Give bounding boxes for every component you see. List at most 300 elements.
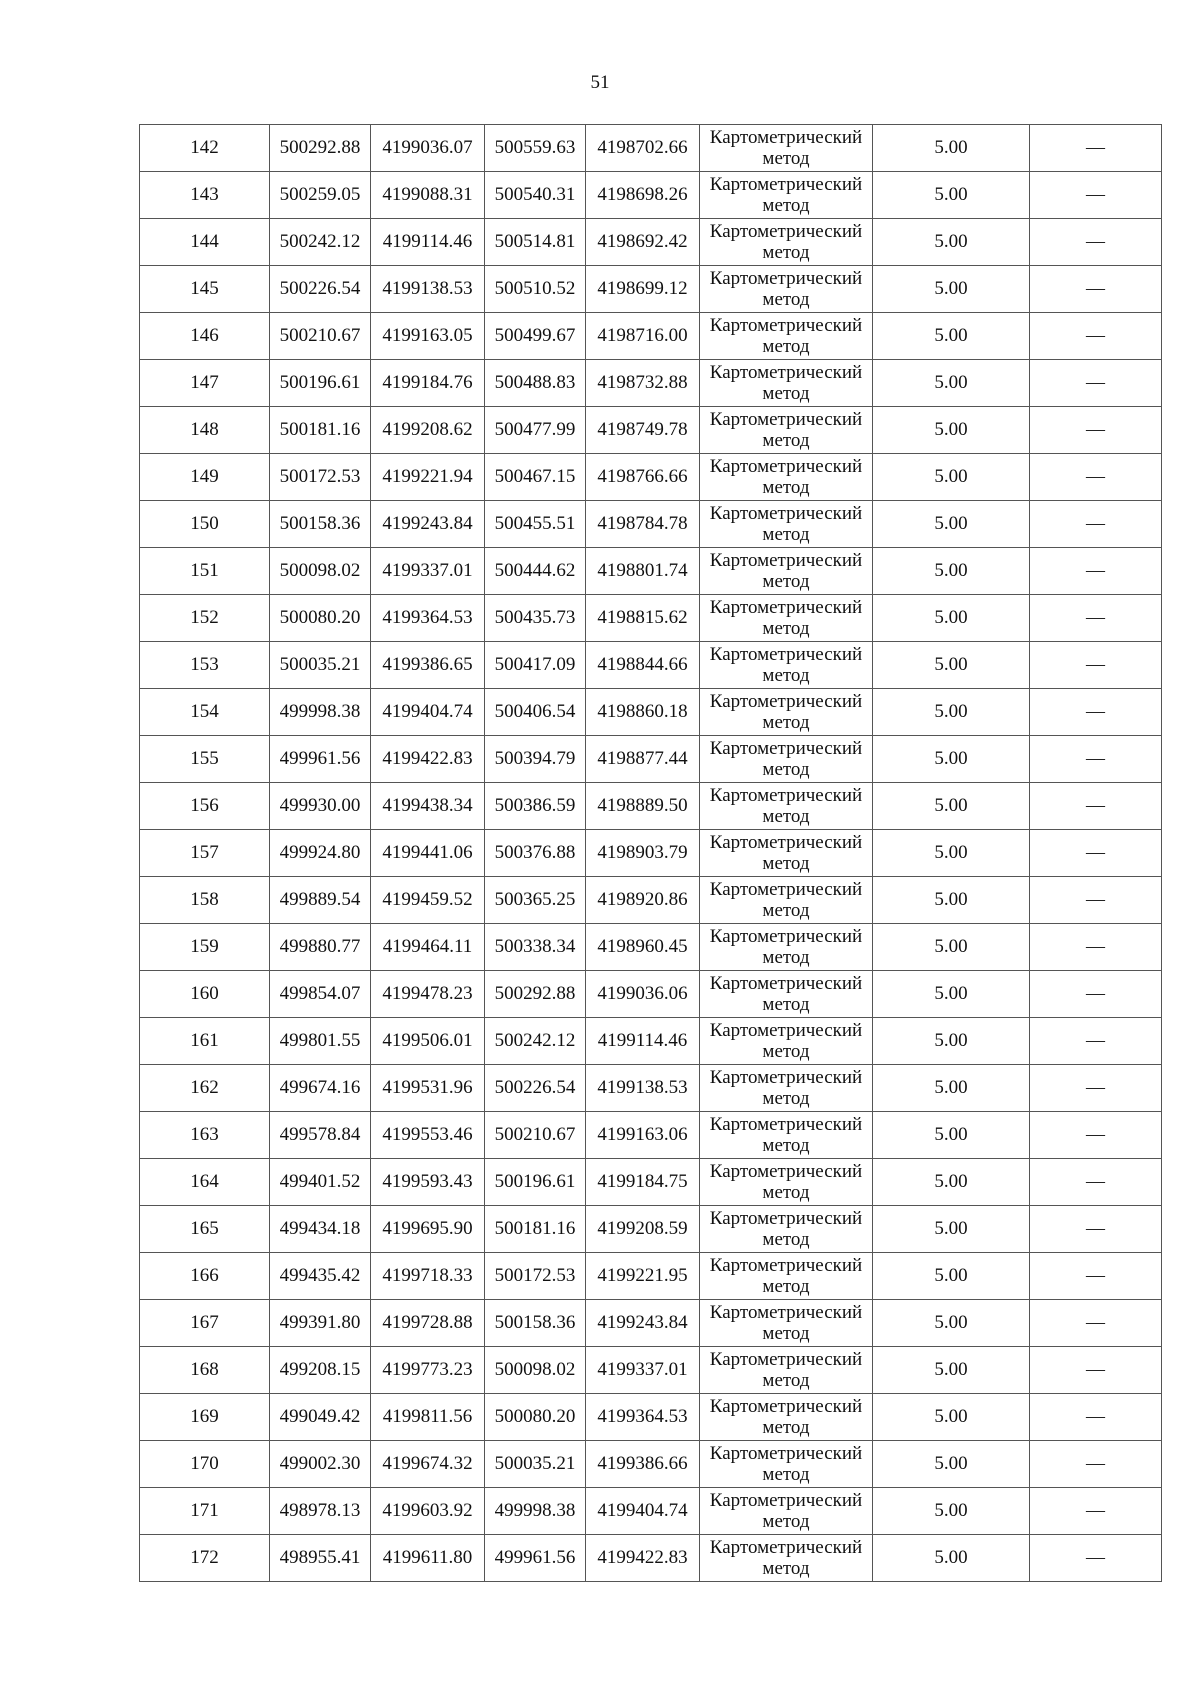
method-line-2: метод [762,712,810,733]
accuracy-cell: 5.00 [873,1394,1030,1441]
method-line-1: Картометрический [709,1443,863,1464]
method-line-2: метод [762,618,810,639]
accuracy-cell: 5.00 [873,125,1030,172]
x2-cell: 500242.12 [485,1018,586,1065]
x1-cell: 499889.54 [270,877,371,924]
method-line-2: метод [762,994,810,1015]
method-line-1: Картометрический [709,832,863,853]
y2-cell: 4199036.06 [586,971,700,1018]
table-row [140,924,1162,971]
x2-cell: 500210.67 [485,1112,586,1159]
table-row [140,830,1162,877]
coordinates-table [139,124,1162,1582]
table-row [140,689,1162,736]
note-cell: — [1030,1535,1162,1582]
table-row [140,1253,1162,1300]
note-cell: — [1030,642,1162,689]
accuracy-cell: 5.00 [873,501,1030,548]
table-row [140,219,1162,266]
x2-cell: 500080.20 [485,1394,586,1441]
y1-cell: 4199674.32 [371,1441,485,1488]
table-row [140,1347,1162,1394]
x2-cell: 500488.83 [485,360,586,407]
point-number-cell: 156 [140,783,270,830]
accuracy-cell: 5.00 [873,830,1030,877]
y1-cell: 4199478.23 [371,971,485,1018]
y2-cell: 4199138.53 [586,1065,700,1112]
accuracy-cell: 5.00 [873,1535,1030,1582]
method-cell [700,1018,873,1065]
table-row [140,360,1162,407]
y1-cell: 4199114.46 [371,219,485,266]
y2-cell: 4198784.78 [586,501,700,548]
table-row [140,1018,1162,1065]
method-cell [700,407,873,454]
method-line-2: метод [762,900,810,921]
point-number-cell: 164 [140,1159,270,1206]
x2-cell: 500035.21 [485,1441,586,1488]
x1-cell: 499998.38 [270,689,371,736]
table-row [140,266,1162,313]
table-row [140,1065,1162,1112]
table-row [140,1441,1162,1488]
method-line-1: Картометрический [709,597,863,618]
point-number-cell: 155 [140,736,270,783]
accuracy-cell: 5.00 [873,1253,1030,1300]
x1-cell: 500035.21 [270,642,371,689]
method-line-1: Картометрический [709,127,863,148]
method-cell [700,125,873,172]
point-number-cell: 150 [140,501,270,548]
table-body [140,125,1162,1582]
x2-cell: 500455.51 [485,501,586,548]
note-cell: — [1030,1441,1162,1488]
note-cell: — [1030,454,1162,501]
accuracy-cell: 5.00 [873,1347,1030,1394]
method-line-2: метод [762,947,810,968]
accuracy-cell: 5.00 [873,924,1030,971]
x1-cell: 499401.52 [270,1159,371,1206]
y2-cell: 4198702.66 [586,125,700,172]
note-cell: — [1030,172,1162,219]
note-cell: — [1030,1347,1162,1394]
method-cell [700,266,873,313]
method-line-2: метод [762,195,810,216]
table-row [140,1488,1162,1535]
method-cell [700,1535,873,1582]
accuracy-cell: 5.00 [873,360,1030,407]
x1-cell: 499880.77 [270,924,371,971]
method-line-2: метод [762,430,810,451]
y1-cell: 4199438.34 [371,783,485,830]
y1-cell: 4199506.01 [371,1018,485,1065]
method-line-2: метод [762,289,810,310]
x2-cell: 500417.09 [485,642,586,689]
note-cell: — [1030,595,1162,642]
y2-cell: 4198860.18 [586,689,700,736]
y1-cell: 4199422.83 [371,736,485,783]
point-number-cell: 171 [140,1488,270,1535]
table-row [140,1159,1162,1206]
method-line-1: Картометрический [709,1020,863,1041]
accuracy-cell: 5.00 [873,1206,1030,1253]
table-row [140,1394,1162,1441]
point-number-cell: 159 [140,924,270,971]
point-number-cell: 153 [140,642,270,689]
method-line-2: метод [762,1511,810,1532]
note-cell: — [1030,360,1162,407]
point-number-cell: 167 [140,1300,270,1347]
y2-cell: 4198815.62 [586,595,700,642]
method-cell [700,454,873,501]
note-cell: — [1030,219,1162,266]
accuracy-cell: 5.00 [873,172,1030,219]
x1-cell: 500210.67 [270,313,371,360]
accuracy-cell: 5.00 [873,595,1030,642]
note-cell: — [1030,1018,1162,1065]
accuracy-cell: 5.00 [873,971,1030,1018]
y1-cell: 4199811.56 [371,1394,485,1441]
x2-cell: 500394.79 [485,736,586,783]
note-cell: — [1030,501,1162,548]
method-line-1: Картометрический [709,456,863,477]
accuracy-cell: 5.00 [873,219,1030,266]
y1-cell: 4199464.11 [371,924,485,971]
x2-cell: 500196.61 [485,1159,586,1206]
accuracy-cell: 5.00 [873,1300,1030,1347]
y2-cell: 4198749.78 [586,407,700,454]
y2-cell: 4199208.59 [586,1206,700,1253]
method-line-2: метод [762,1135,810,1156]
x2-cell: 500510.52 [485,266,586,313]
note-cell: — [1030,877,1162,924]
method-cell [700,1065,873,1112]
table-row [140,454,1162,501]
y2-cell: 4198801.74 [586,548,700,595]
method-cell [700,501,873,548]
y2-cell: 4198920.86 [586,877,700,924]
method-cell [700,1347,873,1394]
method-cell [700,1488,873,1535]
method-cell [700,971,873,1018]
y2-cell: 4198960.45 [586,924,700,971]
point-number-cell: 169 [140,1394,270,1441]
table-row [140,1300,1162,1347]
method-cell [700,924,873,971]
method-line-1: Картометрический [709,409,863,430]
x1-cell: 499434.18 [270,1206,371,1253]
x1-cell: 500172.53 [270,454,371,501]
x1-cell: 499674.16 [270,1065,371,1112]
y2-cell: 4198698.26 [586,172,700,219]
note-cell: — [1030,1488,1162,1535]
x2-cell: 500386.59 [485,783,586,830]
method-cell [700,1441,873,1488]
point-number-cell: 161 [140,1018,270,1065]
method-line-1: Картометрический [709,879,863,900]
note-cell: — [1030,407,1162,454]
method-line-1: Картометрический [709,785,863,806]
y1-cell: 4199243.84 [371,501,485,548]
point-number-cell: 172 [140,1535,270,1582]
method-line-1: Картометрический [709,362,863,383]
x2-cell: 500226.54 [485,1065,586,1112]
method-line-2: метод [762,1276,810,1297]
method-line-1: Картометрический [709,691,863,712]
x1-cell: 499578.84 [270,1112,371,1159]
method-line-1: Картометрический [709,1537,863,1558]
point-number-cell: 148 [140,407,270,454]
y1-cell: 4199208.62 [371,407,485,454]
point-number-cell: 154 [140,689,270,736]
method-line-2: метод [762,853,810,874]
accuracy-cell: 5.00 [873,736,1030,783]
accuracy-cell: 5.00 [873,1018,1030,1065]
y1-cell: 4199138.53 [371,266,485,313]
y1-cell: 4199593.43 [371,1159,485,1206]
note-cell: — [1030,1065,1162,1112]
y1-cell: 4199603.92 [371,1488,485,1535]
table-row [140,501,1162,548]
table-row [140,1112,1162,1159]
accuracy-cell: 5.00 [873,877,1030,924]
point-number-cell: 160 [140,971,270,1018]
note-cell: — [1030,830,1162,877]
y1-cell: 4199728.88 [371,1300,485,1347]
note-cell: — [1030,125,1162,172]
method-line-1: Картометрический [709,221,863,242]
method-cell [700,1300,873,1347]
method-cell [700,736,873,783]
method-cell [700,830,873,877]
x2-cell: 500376.88 [485,830,586,877]
table-row [140,1206,1162,1253]
x1-cell: 499961.56 [270,736,371,783]
y1-cell: 4199036.07 [371,125,485,172]
y2-cell: 4199184.75 [586,1159,700,1206]
table-row [140,313,1162,360]
table-row [140,548,1162,595]
y2-cell: 4198877.44 [586,736,700,783]
y1-cell: 4199337.01 [371,548,485,595]
x1-cell: 499801.55 [270,1018,371,1065]
note-cell: — [1030,266,1162,313]
x1-cell: 499002.30 [270,1441,371,1488]
page-number: 51 [590,72,610,93]
y2-cell: 4199404.74 [586,1488,700,1535]
x2-cell: 500172.53 [485,1253,586,1300]
accuracy-cell: 5.00 [873,642,1030,689]
note-cell: — [1030,1159,1162,1206]
note-cell: — [1030,783,1162,830]
y2-cell: 4199337.01 [586,1347,700,1394]
method-cell [700,313,873,360]
accuracy-cell: 5.00 [873,313,1030,360]
point-number-cell: 163 [140,1112,270,1159]
method-line-1: Картометрический [709,926,863,947]
method-cell [700,1159,873,1206]
x2-cell: 500181.16 [485,1206,586,1253]
x1-cell: 500158.36 [270,501,371,548]
y2-cell: 4198716.00 [586,313,700,360]
table-row [140,736,1162,783]
y1-cell: 4199364.53 [371,595,485,642]
accuracy-cell: 5.00 [873,548,1030,595]
method-line-1: Картометрический [709,1302,863,1323]
table-row [140,877,1162,924]
table-row [140,1535,1162,1582]
method-line-2: метод [762,571,810,592]
y2-cell: 4199163.06 [586,1112,700,1159]
y2-cell: 4198732.88 [586,360,700,407]
table-row [140,595,1162,642]
method-cell [700,1206,873,1253]
method-line-1: Картометрический [709,550,863,571]
y1-cell: 4199611.80 [371,1535,485,1582]
point-number-cell: 142 [140,125,270,172]
x2-cell: 500435.73 [485,595,586,642]
table-row [140,783,1162,830]
y1-cell: 4199088.31 [371,172,485,219]
y1-cell: 4199184.76 [371,360,485,407]
y1-cell: 4199695.90 [371,1206,485,1253]
x1-cell: 498978.13 [270,1488,371,1535]
table-row [140,971,1162,1018]
x1-cell: 500196.61 [270,360,371,407]
x1-cell: 500292.88 [270,125,371,172]
y1-cell: 4199718.33 [371,1253,485,1300]
note-cell: — [1030,689,1162,736]
x1-cell: 498955.41 [270,1535,371,1582]
note-cell: — [1030,1206,1162,1253]
x2-cell: 500338.34 [485,924,586,971]
y1-cell: 4199441.06 [371,830,485,877]
method-line-1: Картометрический [709,973,863,994]
point-number-cell: 166 [140,1253,270,1300]
point-number-cell: 165 [140,1206,270,1253]
table-row [140,642,1162,689]
method-line-2: метод [762,1041,810,1062]
y2-cell: 4198844.66 [586,642,700,689]
y1-cell: 4199773.23 [371,1347,485,1394]
note-cell: — [1030,971,1162,1018]
y2-cell: 4199422.83 [586,1535,700,1582]
method-cell [700,1253,873,1300]
accuracy-cell: 5.00 [873,689,1030,736]
method-cell [700,219,873,266]
method-line-2: метод [762,148,810,169]
x2-cell: 500406.54 [485,689,586,736]
accuracy-cell: 5.00 [873,1065,1030,1112]
method-cell [700,877,873,924]
method-line-1: Картометрический [709,1396,863,1417]
method-line-2: метод [762,1229,810,1250]
x1-cell: 500259.05 [270,172,371,219]
accuracy-cell: 5.00 [873,454,1030,501]
x1-cell: 500226.54 [270,266,371,313]
point-number-cell: 146 [140,313,270,360]
note-cell: — [1030,313,1162,360]
method-line-1: Картометрический [709,1490,863,1511]
method-line-2: метод [762,242,810,263]
accuracy-cell: 5.00 [873,1488,1030,1535]
accuracy-cell: 5.00 [873,1441,1030,1488]
x1-cell: 500181.16 [270,407,371,454]
x2-cell: 500158.36 [485,1300,586,1347]
point-number-cell: 144 [140,219,270,266]
method-cell [700,689,873,736]
method-line-1: Картометрический [709,1114,863,1135]
method-cell [700,642,873,689]
accuracy-cell: 5.00 [873,783,1030,830]
x1-cell: 499930.00 [270,783,371,830]
method-line-2: метод [762,1464,810,1485]
y1-cell: 4199221.94 [371,454,485,501]
method-cell [700,172,873,219]
point-number-cell: 152 [140,595,270,642]
y2-cell: 4198766.66 [586,454,700,501]
note-cell: — [1030,1394,1162,1441]
x2-cell: 500499.67 [485,313,586,360]
y2-cell: 4199114.46 [586,1018,700,1065]
point-number-cell: 149 [140,454,270,501]
method-cell [700,1394,873,1441]
method-cell [700,360,873,407]
method-line-1: Картометрический [709,1067,863,1088]
x1-cell: 500098.02 [270,548,371,595]
accuracy-cell: 5.00 [873,1112,1030,1159]
note-cell: — [1030,1300,1162,1347]
method-line-2: метод [762,524,810,545]
y2-cell: 4198903.79 [586,830,700,877]
y2-cell: 4198692.42 [586,219,700,266]
y2-cell: 4199364.53 [586,1394,700,1441]
method-line-2: метод [762,477,810,498]
x2-cell: 500540.31 [485,172,586,219]
method-line-2: метод [762,1417,810,1438]
method-line-1: Картометрический [709,315,863,336]
x1-cell: 499854.07 [270,971,371,1018]
method-line-1: Картометрический [709,1208,863,1229]
accuracy-cell: 5.00 [873,266,1030,313]
accuracy-cell: 5.00 [873,407,1030,454]
x2-cell: 500098.02 [485,1347,586,1394]
method-line-1: Картометрический [709,1255,863,1276]
table-row [140,125,1162,172]
method-line-2: метод [762,806,810,827]
table-row [140,407,1162,454]
y1-cell: 4199553.46 [371,1112,485,1159]
x2-cell: 500477.99 [485,407,586,454]
x1-cell: 499208.15 [270,1347,371,1394]
y2-cell: 4198699.12 [586,266,700,313]
x2-cell: 500292.88 [485,971,586,1018]
y2-cell: 4199243.84 [586,1300,700,1347]
method-line-1: Картометрический [709,644,863,665]
note-cell: — [1030,548,1162,595]
point-number-cell: 168 [140,1347,270,1394]
point-number-cell: 158 [140,877,270,924]
point-number-cell: 143 [140,172,270,219]
method-line-1: Картометрический [709,174,863,195]
method-cell [700,1112,873,1159]
x2-cell: 499961.56 [485,1535,586,1582]
method-line-1: Картометрический [709,1349,863,1370]
point-number-cell: 145 [140,266,270,313]
note-cell: — [1030,1253,1162,1300]
x2-cell: 500365.25 [485,877,586,924]
y1-cell: 4199163.05 [371,313,485,360]
